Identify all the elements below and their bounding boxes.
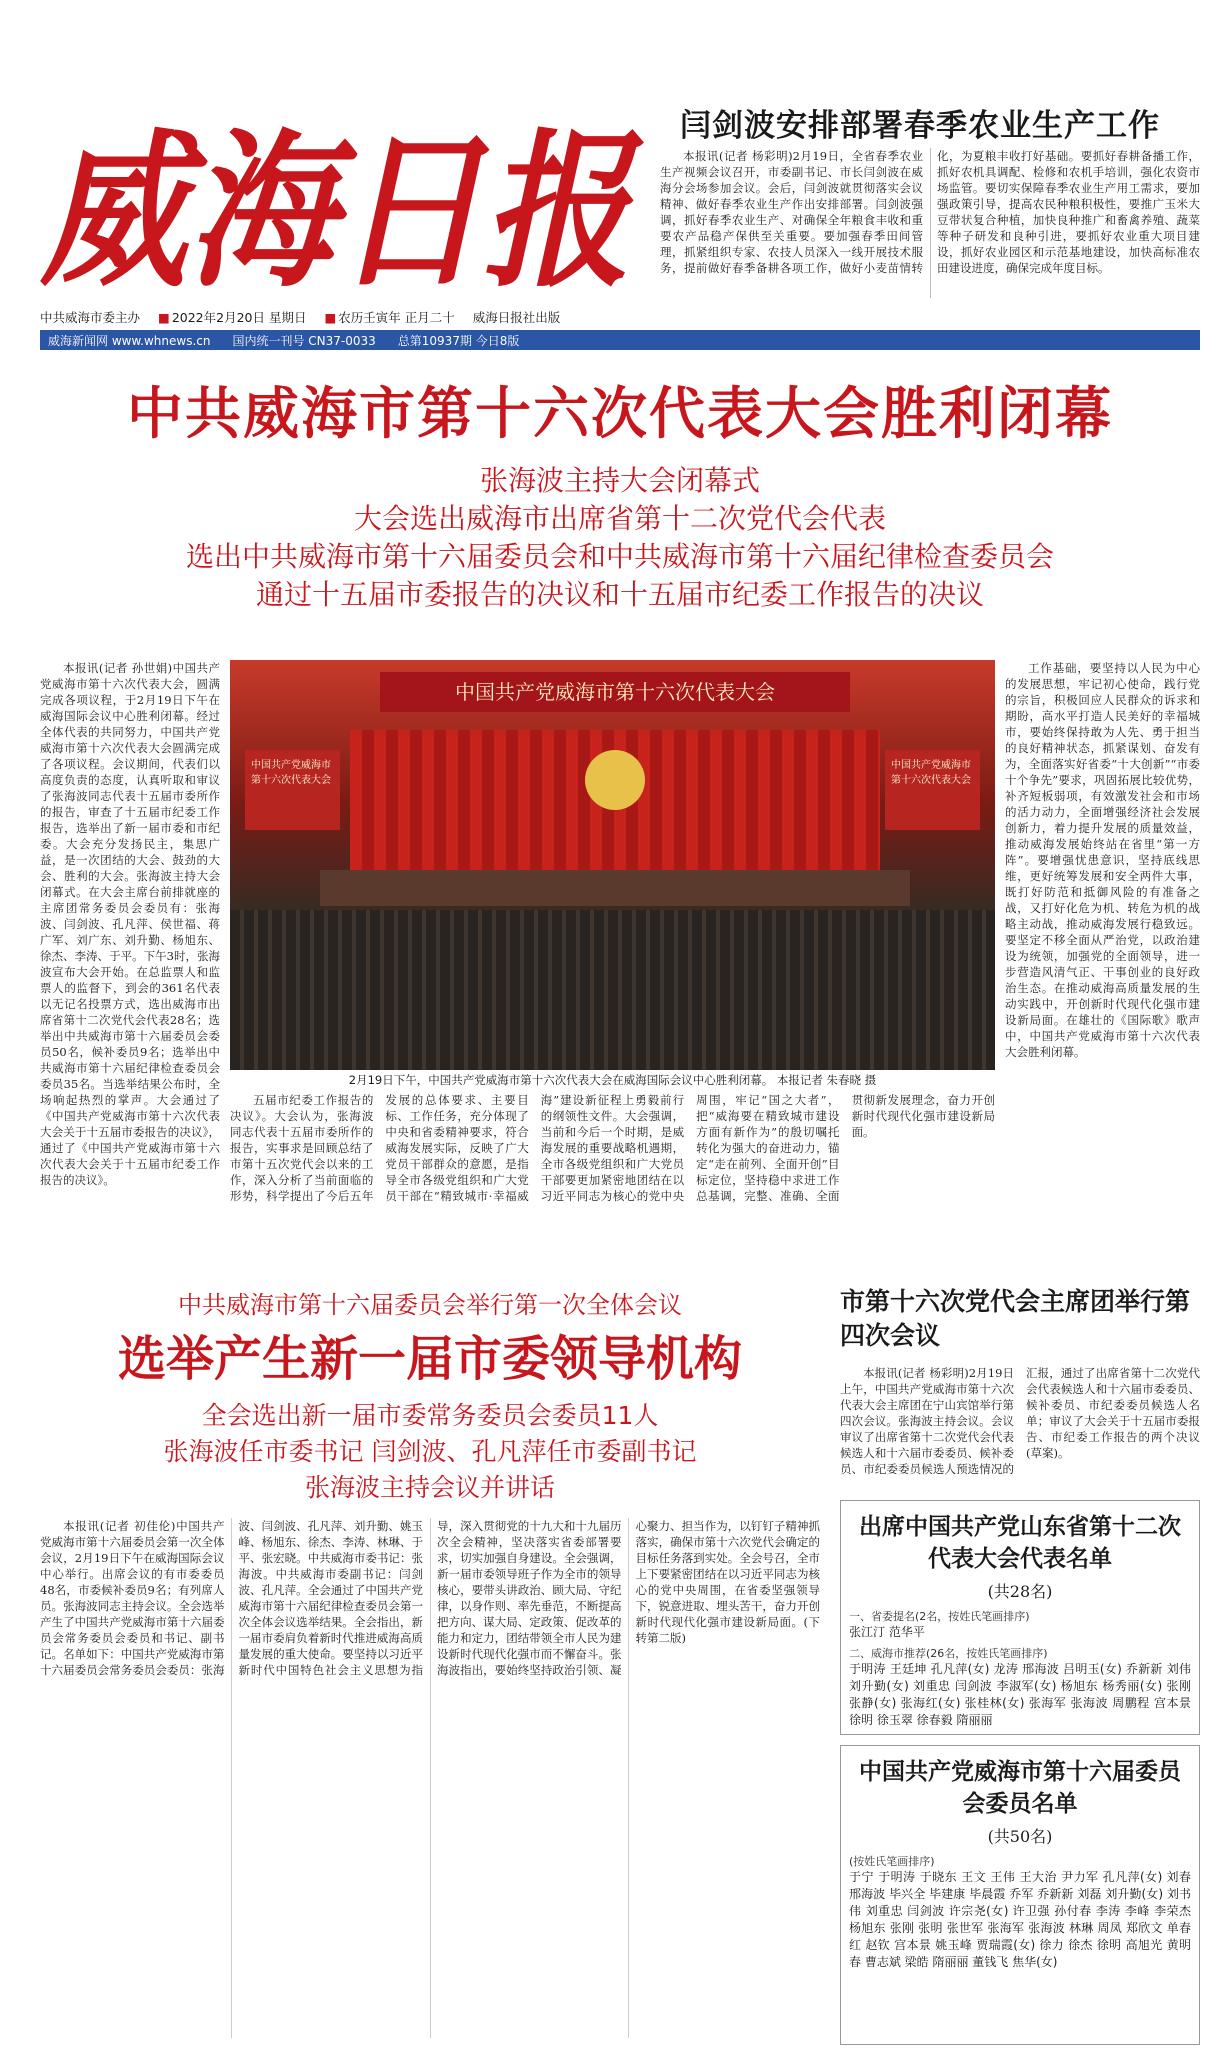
lead-subhead: 选出中共威海市第十六届委员会和中共威海市第十六届纪律检查委员会 <box>185 540 1054 573</box>
names-list: 于宁 于明涛 于晓东 王文 王伟 王大治 尹力军 孔凡萍(女) 刘春 邢海波 毕兴全 毕建康 毕晨霞 乔军 乔新新 刘磊 刘升勤(女) 刘书伟 刘重忠 闫剑波 许宗尧(女) 许卫强 孙付春 李涛 李峰 李荣杰 杨旭东 张刚 张明 张世军 张海军 张海波 林琳 周凤 郑欣文 单春红 赵钦 宫本景 姚玉峰 贾瑞霞(女) 徐力 徐杰 徐明 高旭光 黄明春 曹志斌 梁皓 隋丽丽 董钱飞 焦华(女) <box>849 1870 1191 1969</box>
screen-left: 中国共产党威海市第十六次代表大会 <box>245 750 340 830</box>
photo-banner: 中国共产党威海市第十六次代表大会 <box>380 672 850 712</box>
info-bar <box>40 306 1200 328</box>
newspaper-logo <box>40 100 645 310</box>
second-headline[interactable]: 选举产生新一届市委领导机构 <box>117 1331 742 1387</box>
audience <box>230 910 995 1070</box>
publisher-label: 威海日报社出版 <box>472 310 561 325</box>
committee-count: (共50名) <box>987 1827 1053 1846</box>
delegates-count: (共28名) <box>987 1582 1053 1601</box>
top-article-body: 本报讯(记者 杨彩明)2月19日，全省春季农业生产视频会议召开，市委副书记、市长闫剑波在威海分会场参加会议。会后，闫剑波就贯彻落实会议精神、做好春季农业生产作出安排部署。闫剑波强调，抓好春季农业生产、对确保全年粮食丰收和重要农产品稳产保供至关重要。要加强春季田间管理，抓紧组织专家、农技人员深入一线开展技术服务，提前做好春季备耕各项工作，做好小麦苗情转化，为夏粮丰收打好基础。要抓好春耕备播工作，抓好农机具调配、检修和农机手培训，强化农资市场监管。要切实保障春季农业生产用工需求，要加强政策引导，提高农民种粮积极性，要推广玉米大豆带状复合种植，加快良种推广和畜禽养殖、蔬菜等种子研发和良种引进，要抓好农业重大项目建设，抓好农业园区和示范基地建设，加快高标准农田建设进度，确保完成年度目标。 <box>660 149 1200 275</box>
lead-subheads <box>40 462 1200 614</box>
lunar-label: ■ 农历壬寅年 正月二十 <box>324 308 454 326</box>
lead-subhead: 张海波主持大会闭幕式 <box>479 464 760 497</box>
delegates-list-title: 出席中国共产党山东省第十二次代表大会代表名单 <box>859 1513 1181 1572</box>
side-headline[interactable]: 市第十六次党代会主席团举行第四次会议 <box>840 1287 1191 1350</box>
org-label: 中共威海市委主办 <box>40 310 141 325</box>
second-subheads <box>40 1398 820 1506</box>
lead-subhead: 大会选出威海市出席省第十二次党代会代表 <box>353 502 886 535</box>
logo-text: 威海日报 <box>40 112 645 310</box>
photo-caption: 2月19日下午，中国共产党威海市第十六次代表大会在威海国际会议中心胜利闭幕。 本报记者 朱春晓 摄 <box>348 1073 877 1087</box>
lead-headline[interactable]: 中共威海市第十六次代表大会胜利闭幕 <box>127 381 1113 447</box>
second-subhead: 张海波任市委书记 闫剑波、孔凡萍任市委副书记 <box>163 1437 697 1466</box>
second-subhead: 张海波主持会议并讲话 <box>304 1473 555 1502</box>
second-kicker: 中共威海市第十六届委员会举行第一次全体会议 <box>178 1291 682 1319</box>
committee-list-box <box>840 1745 1200 2045</box>
edition-bar <box>40 330 1200 350</box>
lead-middle-columns: 五届市纪委工作报告的决议》。大会认为，张海波同志代表十五届市委所作的报告，实事求是回顾总结了市第十五次党代会以来的工作，深入分析了当前面临的形势，科学提出了今后五年发展的总体要求、主要目标、工作任务，充分体现了中央和省委精神要求，符合威海发展实际，反映了广大党员干部群众的意愿，是指导全市各级党组织和广大党员干部在“精致城市·幸福威海”建设新征程上勇毅前行的纲领性文件。大会强调，当前和今后一个时期，是威海发展的重要战略机遇期，全市各级党组织和广大党员干部要更加紧密地团结在以习近平同志为核心的党中央周围，牢记“国之大者”，把“威海要在精致城市建设方面有新作为”的殷切嘱托转化为强大的奋进动力，锚定“走在前列、全面开创”目标定位，坚持稳中求进工作总基调，完整、准确、全面贯彻新发展理念，奋力开创新时代现代化强市建设新局面。 <box>230 1093 995 1203</box>
lead-right-column: 工作基础，要坚持以人民为中心的发展思想，牢记初心使命，践行党的宗旨，积极回应人民群众的诉求和期盼，高水平打造人民美好的幸福城市，要始终保持敢为人先、勇于担当的良好精神状态，抓紧谋划、奋发有为，全面落实好省委“十大创新”“市委十个争先”要求，巩固拓展比较优势，补齐短板弱项，有效激发社会和市场的活力动力，全面增强经济社会发展创新力，着力提升发展的质量效益，推动威海发展始终站在省里“第一方阵”。要增强忧患意识，坚持底线思维，更好统筹发展和安全两件大事，既打好防范和抵御风险的有准备之战，又打好化危为机、转危为机的战略主动战，推动威海发展行稳致远。要坚定不移全面从严治党，以政治建设为统领，加强党的全面领导，进一步营造风清气正、干事创业的良好政治生态。在推动威海高质量发展的生动实践中，开创新时代现代化强市建设新局面。在雄壮的《国际歌》歌声中，中国共产党威海市第十六次代表大会胜利闭幕。 <box>1005 661 1200 1059</box>
committee-list-title: 中国共产党威海市第十六届委员会委员名单 <box>859 1758 1181 1817</box>
site-link[interactable]: 威海新闻网 www.whnews.cn <box>48 333 211 348</box>
issue-label: 总第10937期 今日8版 <box>397 333 520 348</box>
side-article-body: 本报讯(记者 杨彩明)2月19日上午，中国共产党威海市第十六次代表大会主席团在宁山宾馆举行第四次会议。张海波主持会议。会议审议了出席省第十二次党代会代表候选人和十六届市委委员、候补委员、市纪委委员候选人预选情况的汇报，通过了出席省第十二次党代会代表候选人和十六届市委委员、候补委员、市纪委委员候选人名单；审议了大会关于十五届市委报告、市纪委工作报告的两个决议(草案)。 <box>840 1366 1200 1476</box>
cn-label: 国内统一刊号 CN37-0033 <box>232 333 376 348</box>
names-list: 张江汀 范华平 <box>849 1625 925 1639</box>
congress-photo[interactable] <box>230 660 995 1070</box>
screen-right: 中国共产党威海市第十六次代表大会 <box>885 750 980 830</box>
lead-left-column: 本报讯(记者 孙世娟)中国共产党威海市第十六次代表大会，圆满完成各项议程，于2月19日下午在威海国际会议中心胜利闭幕。经过全体代表的共同努力，中国共产党威海市第十六次代表大会圆满完成了各项议程。会议期间，代表们以高度负责的态度，认真听取和审议了张海波同志代表十五届市委所作的报告，审查了十五届市纪委工作报告，选举出了新一届市委和市纪委。大会充分发扬民主，集思广益，是一次团结的大会、鼓劲的大会、胜利的大会。张海波主持大会闭幕式。在大会主席台前排就座的主席团常务委员会委员有：张海波、闫剑波、孔凡萍、侯世福、蒋广军、刘广东、刘升勤、杨旭东、徐杰、李涛、于平。下午3时，张海波宣布大会开始。在总监票人和监票人的监督下，到会的361名代表以无记名投票方式，选出威海市出席省第十二次党代会代表28名；选举出中共威海市第十六届委员会委员50名，候补委员9名；选举出中共威海市第十六届纪律检查委员会委员35名。当选举结果公布时，全场响起热烈的掌声。大会通过了《中国共产党威海市第十六次代表大会关于十五届市委报告的决议》，通过了《中国共产党威海市第十六次代表大会关于十五届市纪委工作报告的决议》。 <box>40 661 220 1187</box>
party-emblem-icon <box>585 750 645 810</box>
second-article-body: 本报讯(记者 初佳伦)中国共产党威海市第十六届委员会第一次全体会议，2月19日下午在威海国际会议中心举行。出席会议的有市委委员48名，市委候补委员9名；有列席人员。张海波同志主持会议。全会选举产生了中国共产党威海市第十六届委员会常务委员会委员和书记、副书记。名单如下：中国共产党威海市第十六届委员会常务委员会委员：张海波、闫剑波、孔凡萍、刘升勤、姚玉峰、杨旭东、徐杰、李涛、林琳、于平、张宏晓。中共威海市委书记：张海波。中共威海市委副书记：闫剑波、孔凡萍。全会通过了中国共产党威海市第十六届纪律检查委员会第一次全体会议选举结果。全会指出，新一届市委肩负着新时代推进威海高质量发展的重大使命。要坚持以习近平新时代中国特色社会主义思想为指导，深入贯彻党的十九大和十九届历次全会精神，坚决落实省委部署要求，切实加强自身建设。全会强调，新一届市委领导班子作为全市的领导核心，要带头讲政治、顾大局、守纪律，以身作则、率先垂范，不断提高把方向、谋大局、定政策、促改革的能力和定力，团结带领全市人民为建设新时代现代化强市而不懈奋斗。张海波指出，要始终坚持政治引领、凝心聚力、担当作为，以钉钉子精神抓落实，确保市第十六次党代会确定的目标任务落到实处。全会号召，全市上下要紧密团结在以习近平同志为核心的党中央周围，在省委坚强领导下，锐意进取、埋头苦干，奋力开创新时代现代化强市建设新局面。(下转第二版) <box>40 1519 820 1677</box>
names-list: 于明涛 王廷坤 孔凡萍(女) 龙涛 邢海波 吕明玉(女) 乔新新 刘伟 刘升勤(女) 刘重忠 闫剑波 李淑军(女) 杨旭东 杨秀丽(女) 张刚 张静(女) 张海红(女) 张桂林(女) 张海军 张海波 周鹏程 宫本景 徐明 徐玉翠 徐春毅 隋丽丽 <box>849 1662 1191 1727</box>
date-label: ■ 2022年2月20日 星期日 <box>158 308 306 326</box>
presidium-stage <box>320 870 910 906</box>
top-headline[interactable]: 闫剑波安排部署春季农业生产工作 <box>680 108 1160 144</box>
group-label: 一、省委提名(2名，按姓氏笔画排序) <box>849 1610 1030 1623</box>
group-label: (按姓氏笔画排序) <box>849 1855 935 1868</box>
group-label: 二、威海市推荐(26名，按姓氏笔画排序) <box>849 1647 1048 1660</box>
delegates-list-box <box>840 1500 1200 1735</box>
lead-subhead: 通过十五届市委报告的决议和十五届市纪委工作报告的决议 <box>255 578 984 611</box>
second-subhead: 全会选出新一届市委常务委员会委员11人 <box>201 1401 659 1430</box>
